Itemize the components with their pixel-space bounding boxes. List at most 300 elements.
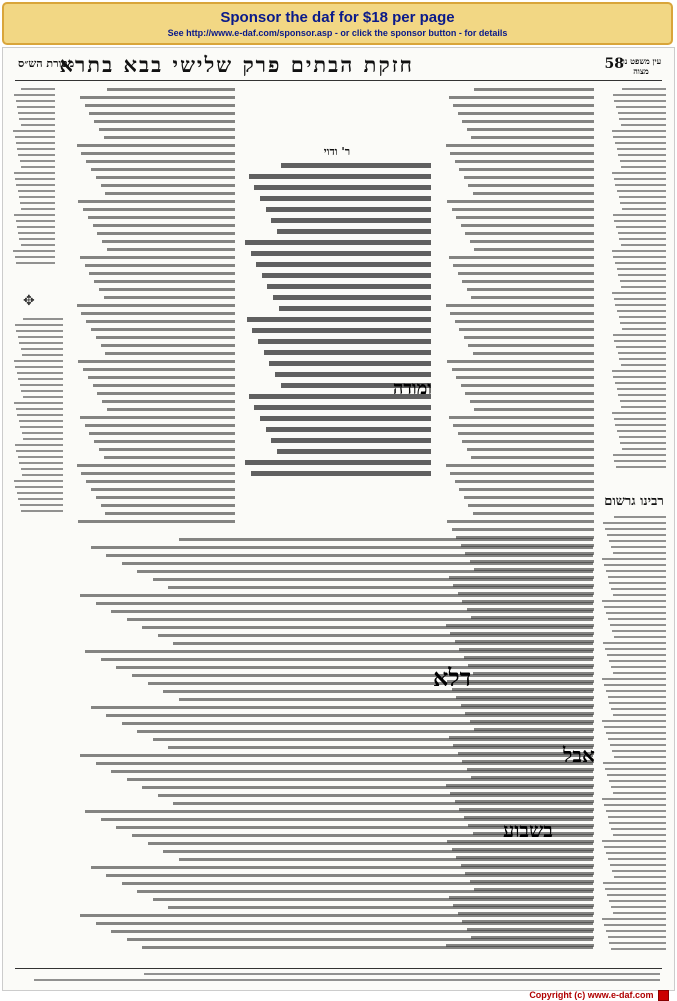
text-line (617, 148, 667, 150)
text-line (606, 732, 666, 734)
text-line (608, 858, 666, 860)
text-line (137, 570, 593, 573)
text-line (618, 232, 666, 234)
text-line (163, 850, 593, 853)
text-line (81, 312, 235, 315)
text-line (173, 802, 593, 805)
text-line (142, 946, 593, 949)
copyright-text[interactable]: Copyright (c) www.e-daf.com (529, 989, 654, 1000)
text-line (14, 360, 64, 362)
text-line (13, 130, 55, 132)
text-line (158, 634, 593, 637)
text-line (621, 364, 666, 366)
text-line (608, 738, 666, 740)
text-line (620, 280, 666, 282)
text-line (19, 118, 55, 120)
text-line (613, 792, 666, 794)
ein-mishpat-label: עין משפט נר מצוה (620, 56, 662, 76)
dibbur-hamatchil-4: בשבוע (503, 818, 553, 842)
text-line (23, 318, 63, 320)
text-line (17, 106, 55, 108)
text-line (614, 876, 666, 878)
text-line (470, 240, 595, 243)
text-line (467, 288, 595, 291)
text-line (613, 834, 666, 836)
text-line (15, 366, 63, 368)
text-line (474, 408, 594, 411)
text-line (132, 674, 593, 677)
text-line (101, 504, 235, 507)
text-line (107, 248, 235, 251)
copyright-notice[interactable] (529, 990, 669, 1001)
text-line (604, 804, 666, 806)
text-line (606, 690, 666, 692)
text-line (78, 360, 235, 363)
gemara-text (243, 163, 431, 488)
text-line (122, 562, 593, 565)
text-line (77, 144, 235, 147)
text-line (608, 936, 667, 938)
sponsor-banner[interactable] (2, 2, 673, 45)
text-line (473, 192, 595, 195)
text-line (18, 378, 63, 380)
text-line (262, 273, 431, 278)
text-line (620, 160, 666, 162)
text-line (615, 424, 666, 426)
text-line (613, 672, 666, 674)
text-line (611, 828, 666, 830)
text-line (614, 298, 666, 300)
text-line (80, 256, 235, 259)
text-line (613, 256, 666, 258)
text-line (604, 606, 666, 608)
text-line (613, 552, 666, 554)
text-line (458, 112, 595, 115)
text-line (17, 148, 55, 150)
text-line (620, 322, 666, 324)
text-line (104, 296, 235, 299)
text-line (101, 344, 235, 347)
text-line (80, 754, 593, 757)
text-line (612, 370, 666, 372)
text-line (612, 130, 666, 132)
text-line (614, 418, 666, 420)
text-line (455, 480, 595, 483)
text-line (104, 456, 235, 459)
text-line (17, 226, 55, 228)
text-line (468, 504, 594, 507)
text-line (622, 328, 666, 330)
text-line (85, 264, 235, 267)
text-line (613, 214, 666, 216)
text-line (277, 229, 431, 234)
text-line (86, 480, 235, 483)
text-line (94, 440, 235, 443)
page-header (3, 54, 674, 78)
text-line (17, 414, 63, 416)
sponsor-headline[interactable]: Sponsor the daf for $18 per page (220, 9, 455, 26)
text-line (247, 317, 431, 322)
text-line (613, 714, 666, 716)
text-line (17, 372, 64, 374)
text-line (267, 284, 431, 289)
text-line (607, 654, 666, 656)
text-line (19, 342, 63, 344)
text-line (603, 762, 666, 764)
footer-notes (15, 973, 660, 987)
sponsor-subline[interactable]: See http://www.e-daf.com/sponsor.asp - or click the sponsor button - for details (167, 28, 508, 38)
text-line (15, 444, 64, 446)
text-line (85, 104, 235, 107)
text-line (621, 406, 666, 408)
text-line (168, 746, 593, 749)
text-line (606, 810, 666, 812)
text-line (111, 770, 593, 773)
text-line (612, 412, 666, 414)
text-line (456, 376, 594, 379)
text-line (614, 100, 666, 102)
text-line (254, 185, 431, 190)
text-line (22, 432, 64, 434)
text-line (603, 642, 666, 644)
text-line (15, 324, 64, 326)
text-line (606, 930, 666, 932)
text-line (462, 280, 594, 283)
text-line (106, 874, 593, 877)
text-line (609, 780, 666, 782)
text-line (474, 88, 594, 91)
text-line (609, 702, 666, 704)
text-line (613, 136, 666, 138)
text-line (605, 768, 666, 770)
text-line (142, 626, 593, 629)
text-line (449, 96, 595, 99)
text-line (83, 208, 235, 211)
text-line (608, 576, 667, 578)
text-line (96, 176, 235, 179)
text-line (20, 504, 64, 506)
text-line (249, 174, 431, 179)
text-line (467, 128, 595, 131)
text-line (456, 216, 594, 219)
text-line (16, 220, 55, 222)
text-line (245, 240, 431, 245)
text-line (91, 488, 235, 491)
text-line (473, 352, 595, 355)
text-line (127, 618, 593, 621)
text-line (602, 798, 666, 800)
text-line (602, 600, 666, 602)
text-line (14, 214, 55, 216)
text-line (619, 316, 666, 318)
text-line (107, 408, 235, 411)
text-line (617, 388, 667, 390)
text-line (605, 528, 666, 530)
ein-mishpat-column (611, 88, 666, 473)
text-line (607, 774, 666, 776)
text-line (122, 722, 593, 725)
text-line (21, 88, 55, 90)
text-line (611, 588, 666, 590)
text-line (86, 320, 235, 323)
text-line (93, 384, 235, 387)
text-line (622, 448, 666, 450)
text-line (78, 200, 235, 203)
text-line (613, 334, 666, 336)
text-line (612, 172, 666, 174)
text-line (14, 172, 55, 174)
text-line (16, 408, 64, 410)
text-line (611, 708, 666, 710)
text-line (15, 136, 55, 138)
text-line (605, 888, 666, 890)
text-line (106, 714, 593, 717)
text-line (16, 330, 63, 332)
text-line (266, 207, 431, 212)
text-line (260, 416, 431, 421)
text-line (80, 914, 593, 917)
dibbur-hamatchil-1: ומודה (393, 378, 432, 399)
text-line (15, 256, 55, 258)
text-line (611, 906, 666, 908)
text-line (77, 304, 235, 307)
text-line (613, 94, 666, 96)
text-line (613, 376, 666, 378)
text-line (614, 220, 666, 222)
text-line (16, 100, 55, 102)
text-line (179, 538, 593, 541)
text-line (450, 312, 594, 315)
text-line (455, 320, 595, 323)
text-line (447, 520, 594, 523)
text-line (89, 272, 235, 275)
text-line (464, 336, 595, 339)
text-line (621, 166, 666, 168)
text-line (602, 720, 666, 722)
text-line (20, 202, 55, 204)
text-line (18, 154, 55, 156)
text-line (258, 339, 431, 344)
text-line (96, 602, 593, 605)
text-line (81, 472, 235, 475)
text-line (21, 208, 55, 210)
text-line (611, 546, 666, 548)
text-line (34, 979, 660, 981)
text-line (602, 558, 666, 560)
text-line (254, 405, 431, 410)
text-line (453, 104, 594, 107)
text-line (615, 382, 666, 384)
text-line (604, 684, 666, 686)
text-line (604, 924, 666, 926)
text-line (619, 358, 666, 360)
text-line (461, 224, 595, 227)
text-line (144, 973, 660, 975)
text-line (142, 786, 593, 789)
text-line (465, 392, 594, 395)
text-line (612, 292, 666, 294)
text-line (614, 636, 666, 638)
text-line (102, 400, 235, 403)
text-line (256, 262, 431, 267)
text-line (19, 238, 55, 240)
text-line (21, 348, 64, 350)
text-line (621, 286, 666, 288)
text-line (137, 730, 593, 733)
text-line (16, 184, 55, 186)
text-line (613, 594, 666, 596)
text-line (23, 396, 64, 398)
text-line (105, 192, 235, 195)
text-line (15, 178, 55, 180)
text-line (473, 512, 595, 515)
text-line (614, 756, 666, 758)
text-line (471, 136, 594, 139)
text-line (251, 471, 431, 476)
text-line (446, 464, 595, 467)
text-line (619, 196, 666, 198)
text-line (612, 750, 666, 752)
text-line (111, 930, 593, 933)
text-line (615, 304, 666, 306)
text-line (21, 166, 55, 168)
text-line (609, 582, 666, 584)
text-line (618, 274, 666, 276)
text-line (462, 120, 594, 123)
text-line (22, 354, 63, 356)
text-line (450, 472, 594, 475)
text-line (618, 154, 666, 156)
text-line (105, 512, 235, 515)
text-line (18, 112, 55, 114)
text-line (153, 738, 593, 741)
text-line (619, 238, 666, 240)
text-line (616, 346, 666, 348)
text-line (99, 448, 235, 451)
text-line (474, 248, 594, 251)
text-line (610, 624, 666, 626)
text-line (616, 106, 666, 108)
text-line (16, 450, 63, 452)
text-line (621, 244, 666, 246)
text-line (610, 744, 666, 746)
text-line (605, 648, 666, 650)
text-line (163, 690, 593, 693)
text-line (453, 424, 594, 427)
text-line (612, 870, 666, 872)
text-line (14, 94, 55, 96)
text-line (107, 88, 235, 91)
text-line (606, 852, 666, 854)
lower-commentary (75, 538, 593, 958)
footer-rule (15, 968, 662, 969)
rabbeinu-gershom-column (601, 516, 666, 956)
text-line (621, 124, 666, 126)
text-line (603, 522, 666, 524)
text-line (609, 942, 666, 944)
text-line (97, 392, 235, 395)
text-line (179, 858, 593, 861)
text-line (245, 460, 431, 465)
text-line (608, 816, 667, 818)
text-line (179, 698, 593, 701)
text-line (612, 630, 666, 632)
dibbur-hamatchil-3: אבל (563, 743, 595, 767)
text-line (80, 96, 235, 99)
text-line (471, 296, 594, 299)
text-line (620, 202, 666, 204)
text-line (470, 400, 595, 403)
text-line (277, 449, 431, 454)
text-line (447, 360, 594, 363)
hagahot-column (13, 318, 63, 518)
text-line (453, 264, 594, 267)
text-line (18, 336, 64, 338)
text-line (91, 866, 593, 869)
text-line (264, 350, 431, 355)
text-line (614, 516, 666, 518)
talmud-page (2, 47, 675, 991)
text-line (612, 250, 666, 252)
text-line (91, 706, 593, 709)
text-line (615, 184, 666, 186)
text-line (111, 610, 593, 613)
text-line (273, 295, 431, 300)
text-line (449, 256, 595, 259)
text-line (609, 540, 666, 542)
text-line (603, 882, 666, 884)
text-line (606, 612, 666, 614)
text-line (459, 488, 594, 491)
text-line (127, 778, 593, 781)
text-line (617, 190, 666, 192)
text-line (271, 438, 431, 443)
text-line (88, 376, 235, 379)
text-line (94, 280, 235, 283)
text-line (618, 394, 666, 396)
text-line (279, 306, 431, 311)
text-line (613, 454, 666, 456)
text-line (459, 328, 594, 331)
text-line (615, 262, 666, 264)
text-line (102, 240, 235, 243)
text-line (452, 528, 595, 531)
text-line (89, 432, 235, 435)
text-line (168, 906, 593, 909)
text-line (266, 427, 431, 432)
text-line (446, 144, 595, 147)
e-daf-icon[interactable] (658, 990, 669, 1001)
text-line (620, 442, 666, 444)
text-line (19, 462, 63, 464)
text-line (83, 368, 235, 371)
text-line (21, 510, 63, 512)
text-line (14, 402, 63, 404)
text-line (20, 384, 64, 386)
text-line (173, 642, 593, 645)
text-line (16, 142, 55, 144)
text-line (462, 440, 594, 443)
text-line (604, 846, 666, 848)
text-line (20, 426, 63, 428)
text-line (459, 168, 594, 171)
text-line (464, 496, 595, 499)
text-line (471, 456, 594, 459)
text-line (618, 352, 666, 354)
text-line (607, 534, 666, 536)
text-line (608, 696, 667, 698)
text-line (464, 176, 595, 179)
